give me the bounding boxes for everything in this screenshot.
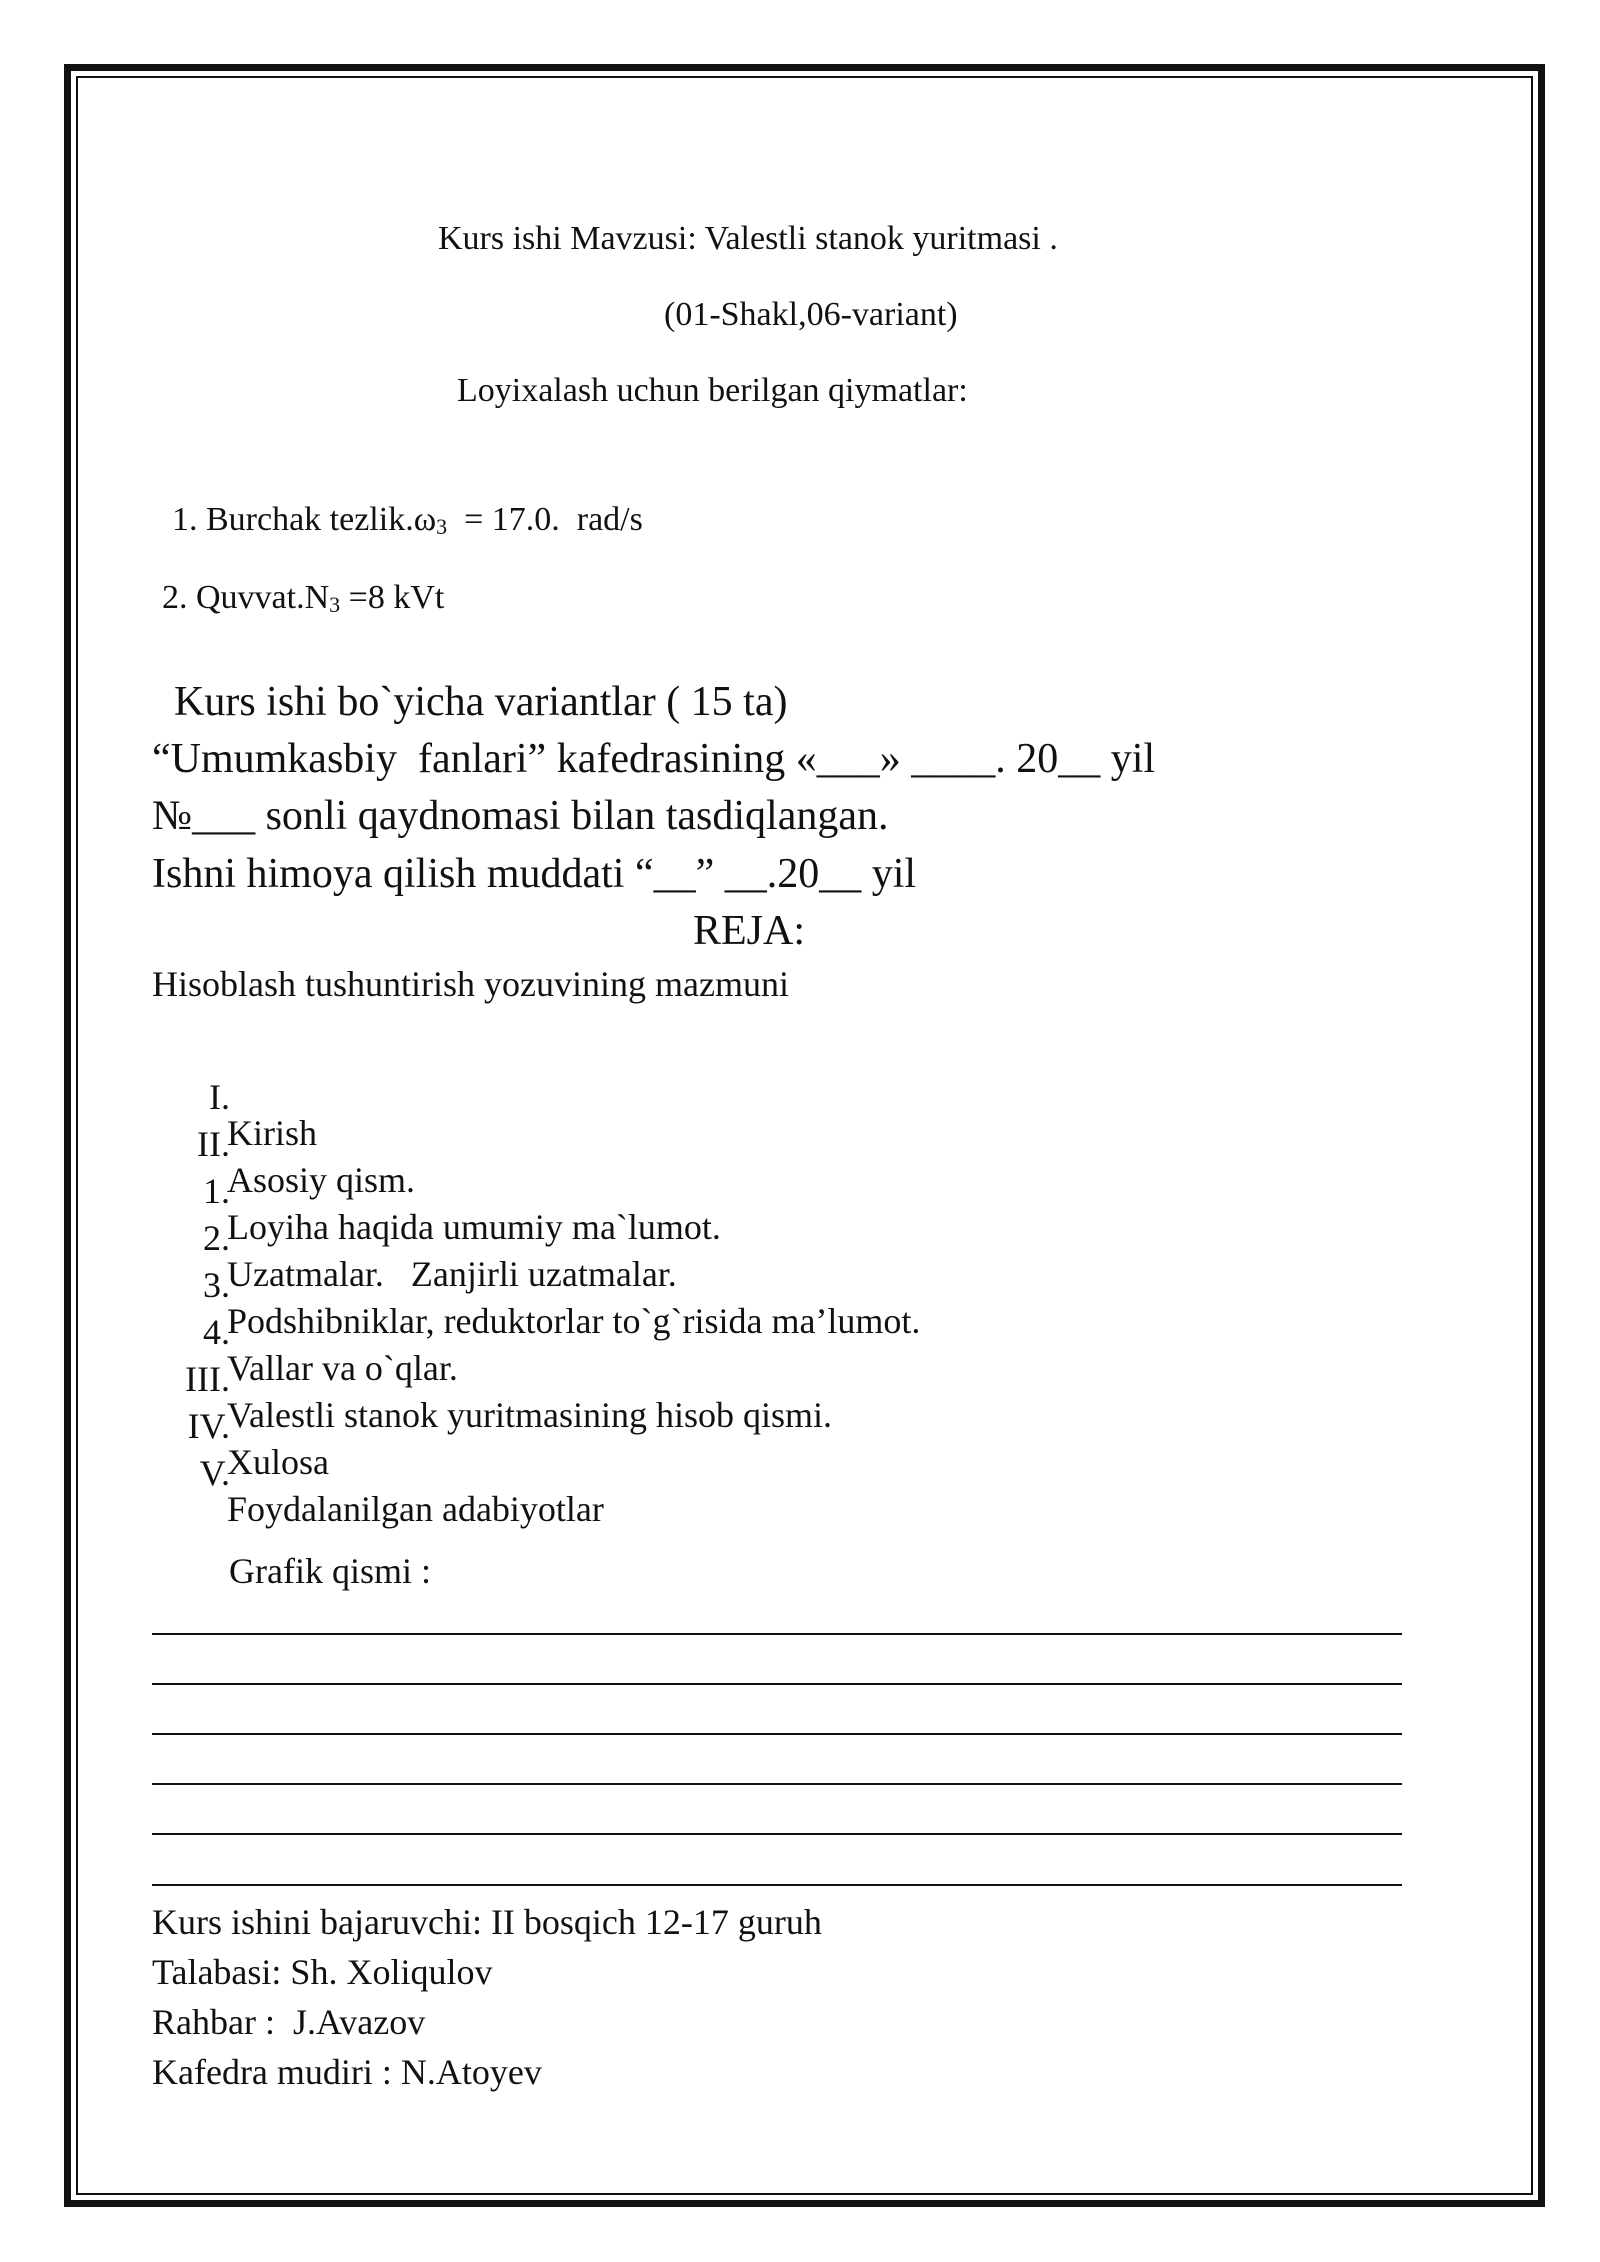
supervisor-line: Rahbar : J.Avazov — [152, 2002, 426, 2042]
list-item-text: Vallar va o`qlar. — [227, 1348, 458, 1388]
variants-count-line: Kurs ishi bo`yicha variantlar ( 15 ta) — [174, 679, 788, 725]
param1-value: = 17.0. rad/s — [447, 501, 643, 538]
blank-line — [152, 1884, 1402, 1886]
list-item-text: Loyiha haqida umumiy ma`lumot. — [227, 1207, 721, 1247]
list-item-text: Xulosa — [227, 1442, 329, 1482]
list-item-text: Kirish — [227, 1113, 317, 1153]
document-title: Kurs ishi Mavzusi: Valestli stanok yuritmasi . — [438, 220, 1058, 257]
department-approval-line: “Umumkasbiy fanlari” kafedrasining «___» ____. 20__ yil — [152, 736, 1156, 782]
list-item-number: 2. — [203, 1218, 230, 1258]
list-item-number: V. — [199, 1453, 230, 1493]
list-item-number: III. — [185, 1359, 230, 1399]
protocol-line: №___ sonli qaydnomasi bilan tasdiqlangan. — [152, 793, 889, 839]
list-item-text: Foydalanilgan adabiyotlar — [227, 1489, 604, 1529]
list-item-text: Valestli stanok yuritmasining hisob qismi. — [227, 1395, 832, 1435]
list-item-number: 1. — [203, 1171, 230, 1211]
blank-line — [152, 1783, 1402, 1785]
plan-subheading: Hisoblash tushuntirish yozuvining mazmuni — [152, 964, 789, 1004]
list-item-text: Asosiy qism. — [227, 1160, 416, 1200]
list-item-text: Uzatmalar. Zanjirli uzatmalar. — [227, 1254, 677, 1294]
variant-label: (01-Shakl,06-variant) — [664, 296, 958, 333]
list-item-number: 4. — [203, 1312, 230, 1352]
list-item-number: I. — [209, 1077, 230, 1117]
list-item-number: II. — [197, 1124, 230, 1164]
blank-line — [152, 1633, 1402, 1635]
param2-prefix: 2. Quvvat.N — [162, 579, 330, 616]
department-head-line: Kafedra mudiri : N.Atoyev — [152, 2052, 542, 2092]
parameter-angular-velocity — [172, 503, 643, 537]
defense-deadline-line: Ishni himoya qilish muddati “__” __.20__ yil — [152, 851, 917, 897]
given-values-heading: Loyixalash uchun berilgan qiymatlar: — [457, 372, 968, 409]
performer-line: Kurs ishini bajaruvchi: II bosqich 12-17 guruh — [152, 1902, 822, 1942]
graphics-label: Grafik qismi : — [229, 1551, 431, 1591]
blank-line — [152, 1733, 1402, 1735]
param2-value: =8 kVt — [340, 579, 445, 616]
parameter-power — [162, 581, 444, 615]
param2-subscript: 3 — [329, 592, 341, 617]
plan-heading: REJA: — [693, 908, 806, 954]
blank-line — [152, 1833, 1402, 1835]
blank-line — [152, 1683, 1402, 1685]
list-item-number: 3. — [203, 1265, 230, 1305]
student-line: Talabasi: Sh. Xoliqulov — [152, 1952, 493, 1992]
list-item-text: Podshibniklar, reduktorlar to`g`risida ma’lumot. — [227, 1301, 921, 1341]
param1-prefix: 1. Burchak tezlik.ω — [172, 501, 437, 538]
list-item-number: IV. — [187, 1406, 230, 1446]
param1-subscript: 3 — [436, 514, 448, 539]
